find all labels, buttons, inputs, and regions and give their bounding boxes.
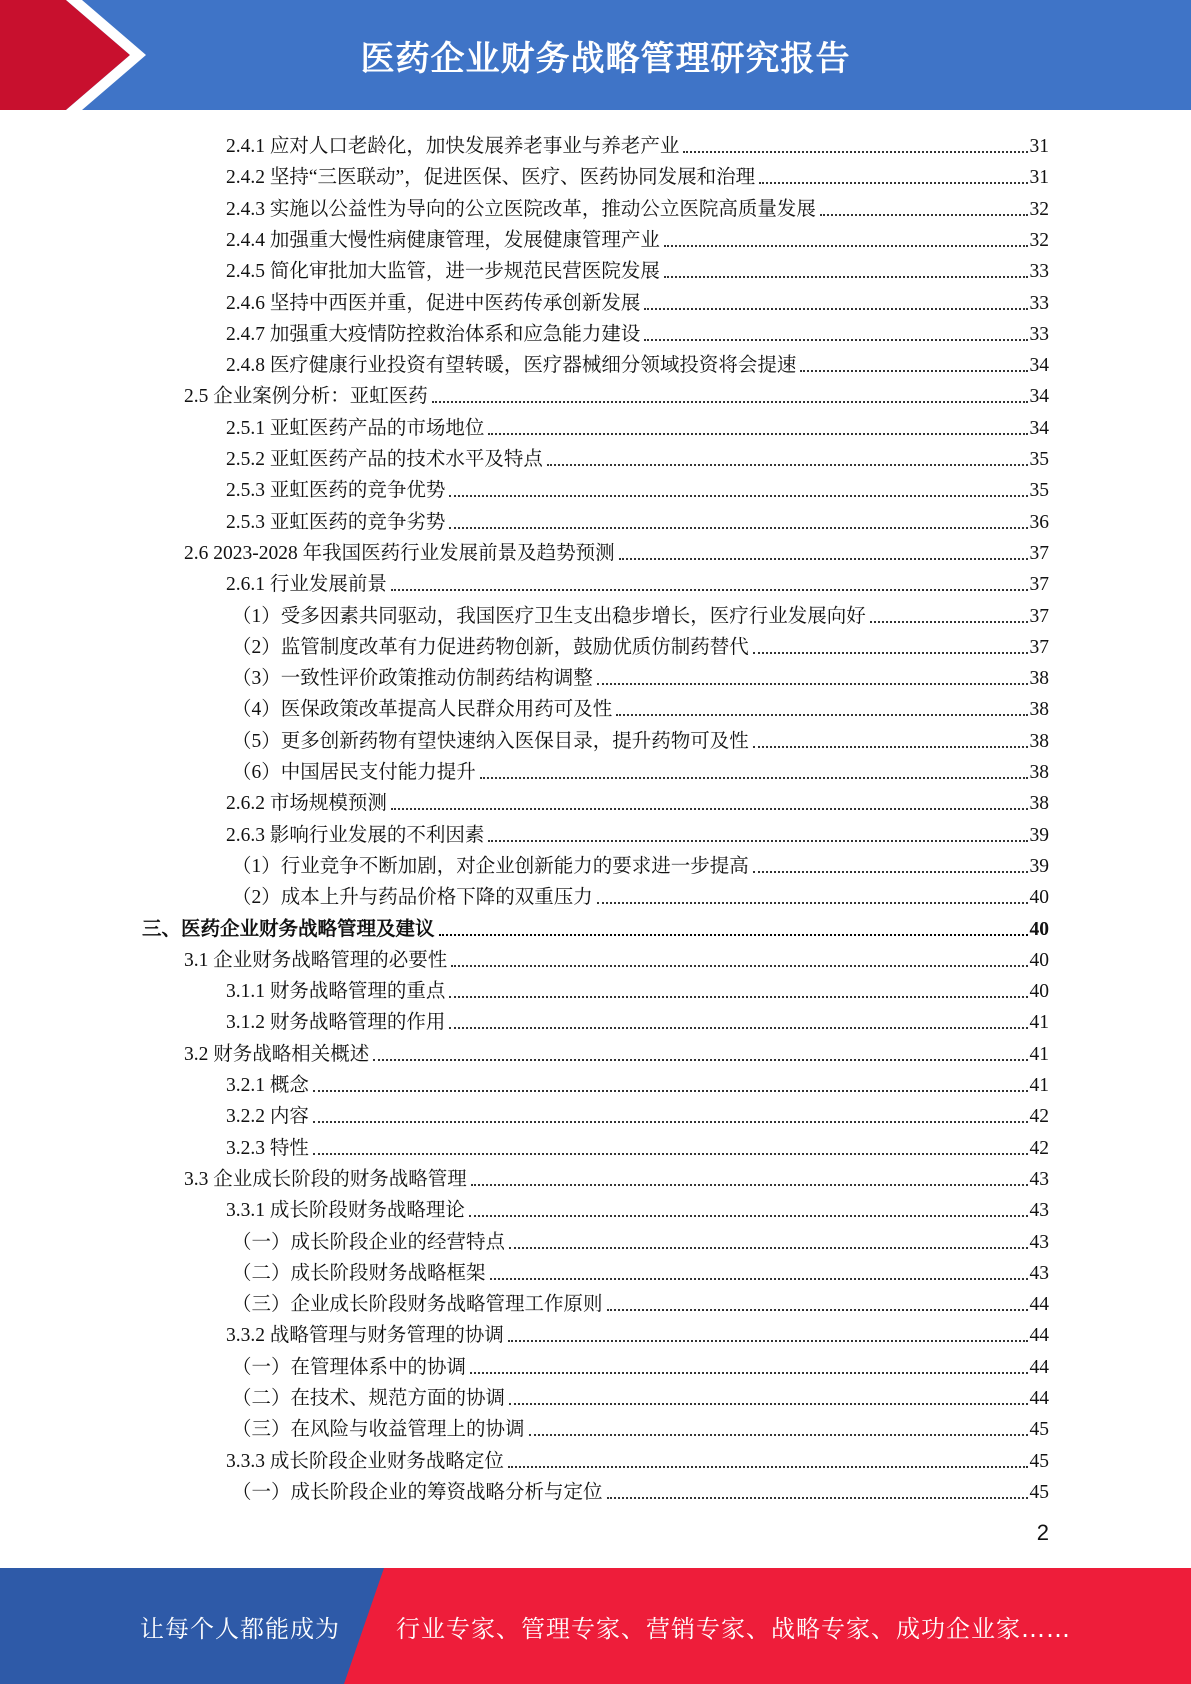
toc-entry[interactable]	[0, 1130, 1191, 1161]
toc-leader-dots	[391, 808, 1028, 810]
toc-leader-dots	[683, 151, 1027, 153]
toc-entry[interactable]	[0, 566, 1191, 597]
toc-entry[interactable]	[0, 159, 1191, 190]
toc-leader-dots	[470, 1372, 1027, 1374]
toc-leader-dots	[753, 871, 1028, 873]
toc-leader-dots	[432, 401, 1028, 403]
toc-entry[interactable]	[0, 1317, 1191, 1348]
footer-slogan-left: 让每个人都能成为	[140, 1614, 340, 1643]
toc-leader-dots	[644, 339, 1027, 341]
toc-entry[interactable]	[0, 1255, 1191, 1286]
toc-entry[interactable]	[0, 942, 1191, 973]
toc-leader-dots	[313, 1090, 1028, 1092]
toc-entry[interactable]	[0, 472, 1191, 503]
toc-leader-dots	[753, 652, 1028, 654]
toc-leader-dots	[449, 527, 1027, 529]
toc-entry[interactable]	[0, 1224, 1191, 1255]
toc-entry-page: 39	[1029, 855, 1049, 877]
toc-entry-page: 35	[1029, 449, 1049, 470]
toc-entry-label: （4）医保政策改革提高人民群众用药可及性	[232, 699, 613, 721]
header-arrow-icon	[0, 0, 160, 110]
toc-entry[interactable]	[0, 504, 1191, 535]
toc-entry-label: （1）行业竞争不断加剧，对企业创新能力的要求进一步提高	[232, 855, 749, 877]
toc-entry[interactable]	[0, 1380, 1191, 1411]
toc-entry-page: 44	[1029, 1388, 1049, 1409]
toc-entry-label: 3.2.2 内容	[226, 1106, 309, 1128]
toc-entry-page: 44	[1029, 1294, 1049, 1316]
toc-entry-page: 40	[1029, 981, 1049, 1003]
toc-entry-label: 2.5.3 亚虹医药的竞争优势	[226, 480, 446, 502]
toc-entry[interactable]	[0, 1036, 1191, 1067]
toc-entry-label: 2.5.1 亚虹医药产品的市场地位	[226, 417, 485, 439]
toc-entry-label: 3.1.1 财务战略管理的重点	[226, 981, 446, 1003]
toc-entry-page: 37	[1029, 636, 1049, 658]
toc-leader-dots	[508, 1340, 1028, 1342]
toc-entry-page: 37	[1029, 574, 1049, 596]
toc-leader-dots	[391, 589, 1028, 591]
toc-entry[interactable]	[0, 441, 1191, 472]
toc-entry-label: 2.4.6 坚持中西医并重，促进中医药传承创新发展	[226, 292, 641, 314]
toc-entry-label: 2.5.2 亚虹医药产品的技术水平及特点	[226, 449, 543, 470]
toc-leader-dots	[471, 1184, 1028, 1186]
toc-entry[interactable]	[0, 128, 1191, 159]
toc-entry[interactable]	[0, 1098, 1191, 1129]
toc-leader-dots	[547, 464, 1028, 466]
toc-entry-label: 2.4.7 加强重大疫情防控救治体系和应急能力建设	[226, 323, 641, 345]
toc-entry-page: 33	[1029, 261, 1049, 283]
toc-entry-page: 38	[1029, 668, 1049, 690]
toc-entry-label: （一）成长阶段企业的筹资战略分析与定位	[232, 1481, 603, 1503]
toc-entry-label: （二）在技术、规范方面的协调	[232, 1388, 506, 1409]
toc-entry[interactable]	[0, 629, 1191, 660]
toc-entry-label: （二）成长阶段财务战略框架	[232, 1262, 486, 1284]
toc-leader-dots	[449, 996, 1027, 998]
toc-entry-page: 34	[1029, 386, 1049, 408]
toc-entry-page: 43	[1029, 1168, 1049, 1190]
toc-leader-dots	[800, 370, 1027, 372]
toc-entry-label: （2）成本上升与药品价格下降的双重压力	[232, 887, 593, 909]
toc-entry-page: 33	[1029, 292, 1049, 314]
toc-entry-label: 2.4.8 医疗健康行业投资有望转暖，医疗器械细分领域投资将会提速	[226, 355, 797, 377]
toc-leader-dots	[644, 308, 1027, 310]
toc-entry[interactable]	[0, 879, 1191, 910]
toc-entry[interactable]	[0, 723, 1191, 754]
toc-entry-page: 40	[1029, 949, 1049, 971]
toc-entry-label: 2.6.2 市场规模预测	[226, 793, 387, 815]
toc-entry-page: 40	[1029, 887, 1049, 909]
toc-entry[interactable]	[0, 911, 1191, 942]
toc-leader-dots	[607, 1309, 1028, 1311]
toc-entry-page: 31	[1029, 167, 1049, 189]
toc-entry[interactable]	[0, 660, 1191, 691]
page-number: 2	[1036, 1520, 1049, 1545]
toc-leader-dots	[313, 1153, 1028, 1155]
toc-entry[interactable]	[0, 973, 1191, 1004]
toc-entry-label: 2.4.2 坚持“三医联动”，促进医保、医疗、医药协同发展和治理	[226, 167, 756, 189]
toc-entry-page: 36	[1029, 511, 1049, 533]
toc-entry-label: 2.5 企业案例分析：亚虹医药	[184, 386, 428, 408]
footer-band	[0, 1568, 1191, 1684]
toc-entry[interactable]	[0, 378, 1191, 409]
toc-entry-page: 32	[1029, 198, 1049, 220]
toc-leader-dots	[488, 433, 1027, 435]
toc-leader-dots	[509, 1403, 1027, 1405]
toc-entry-page: 34	[1029, 417, 1049, 439]
toc-leader-dots	[753, 746, 1028, 748]
report-title: 医药企业财务战略管理研究报告	[360, 38, 851, 79]
toc-entry-page: 38	[1029, 793, 1049, 815]
toc-entry-label: 2.4.1 应对人口老龄化，加快发展养老事业与养老产业	[226, 136, 680, 157]
toc-entry[interactable]	[0, 1286, 1191, 1317]
toc-entry-label: 3.3.3 成长阶段企业财务战略定位	[226, 1450, 504, 1472]
toc-leader-dots	[313, 1121, 1028, 1123]
toc-entry-page: 45	[1029, 1481, 1049, 1503]
toc-leader-dots	[439, 934, 1028, 936]
toc-entry-label: （一）在管理体系中的协调	[232, 1356, 467, 1378]
toc-entry-page: 31	[1029, 136, 1049, 157]
toc-entry-label: 2.6.1 行业发展前景	[226, 574, 387, 596]
toc-leader-dots	[469, 1215, 1028, 1217]
toc-leader-dots	[597, 683, 1028, 685]
toc-entry-label: （一）成长阶段企业的经营特点	[232, 1231, 506, 1253]
toc-entry[interactable]	[0, 222, 1191, 253]
toc-leader-dots	[597, 902, 1028, 904]
toc-entry-page: 39	[1029, 824, 1049, 846]
toc-entry-page: 43	[1029, 1262, 1049, 1284]
toc-entry-page: 44	[1029, 1325, 1049, 1347]
toc-entry-page: 38	[1029, 699, 1049, 721]
toc-entry-page: 43	[1029, 1231, 1049, 1253]
toc-entry-label: 2.5.3 亚虹医药的竞争劣势	[226, 511, 446, 533]
toc-entry-label: （1）受多因素共同驱动，我国医疗卫生支出稳步增长，医疗行业发展向好	[232, 605, 866, 627]
toc-entry[interactable]	[0, 1411, 1191, 1442]
toc-entry[interactable]	[0, 316, 1191, 347]
toc-leader-dots	[508, 1466, 1028, 1468]
toc-entry-page: 44	[1029, 1356, 1049, 1378]
toc-entry-label: （5）更多创新药物有望快速纳入医保目录，提升药物可及性	[232, 730, 749, 752]
toc-entry-page: 40	[1029, 918, 1049, 940]
toc-entry-page: 37	[1029, 605, 1049, 627]
footer-slogan-right: 行业专家、管理专家、营销专家、战略专家、成功企业家……	[396, 1614, 1071, 1643]
toc-entry[interactable]	[0, 691, 1191, 722]
toc-entry-page: 32	[1029, 229, 1049, 251]
toc-entry-label: 3.3 企业成长阶段的财务战略管理	[184, 1168, 467, 1190]
toc-entry-page: 38	[1029, 762, 1049, 783]
toc-entry[interactable]	[0, 1474, 1191, 1505]
toc-entry-page: 38	[1029, 730, 1049, 752]
toc-entry-page: 42	[1029, 1137, 1049, 1159]
toc-leader-dots	[607, 1497, 1028, 1499]
toc-entry[interactable]	[0, 1349, 1191, 1380]
toc-entry[interactable]	[0, 535, 1191, 566]
toc-leader-dots	[820, 214, 1028, 216]
toc-entry-label: 3.2.3 特性	[226, 1137, 309, 1159]
toc-entry[interactable]	[0, 1004, 1191, 1035]
toc-entry-label: 2.4.3 实施以公益性为导向的公立医院改革，推动公立医院高质量发展	[226, 198, 816, 220]
toc-leader-dots	[451, 965, 1027, 967]
toc-entry-label: （三）在风险与收益管理上的协调	[232, 1419, 525, 1441]
toc-entry-label: 3.2 财务战略相关概述	[184, 1043, 370, 1065]
toc-entry[interactable]	[0, 191, 1191, 222]
toc-entry-label: （2）监管制度改革有力促进药物创新，鼓励优质仿制药替代	[232, 636, 749, 658]
toc-entry-page: 45	[1029, 1450, 1049, 1472]
toc-leader-dots	[449, 495, 1027, 497]
toc-entry-label: 3.1 企业财务战略管理的必要性	[184, 949, 448, 971]
toc-leader-dots	[488, 840, 1027, 842]
toc-entry-label: 3.2.1 概念	[226, 1075, 309, 1096]
toc-leader-dots	[616, 714, 1027, 716]
toc-entry-label: 2.4.4 加强重大慢性病健康管理，发展健康管理产业	[226, 229, 660, 251]
toc-entry-label: 2.6.3 影响行业发展的不利因素	[226, 824, 485, 846]
toc-leader-dots	[509, 1247, 1027, 1249]
header-band	[0, 0, 1191, 110]
toc-entry-label: （3）一致性评价政策推动仿制药结构调整	[232, 668, 593, 690]
toc-entry-label: 2.4.5 简化审批加大监管，进一步规范民营医院发展	[226, 261, 660, 283]
toc-entry-label: 3.3.1 成长阶段财务战略理论	[226, 1200, 465, 1222]
toc-entry[interactable]	[0, 1067, 1191, 1098]
toc-entry[interactable]	[0, 754, 1191, 785]
toc-leader-dots	[619, 558, 1028, 560]
toc-entry-page: 35	[1029, 480, 1049, 502]
toc-leader-dots	[480, 777, 1028, 779]
toc-entry-label: 2.6 2023-2028 年我国医药行业发展前景及趋势预测	[184, 542, 615, 564]
toc-entry-label: （三）企业成长阶段财务战略管理工作原则	[232, 1294, 603, 1316]
toc-entry[interactable]	[0, 785, 1191, 816]
toc-entry[interactable]	[0, 410, 1191, 441]
toc-entry-page: 41	[1029, 1075, 1049, 1096]
toc-entry[interactable]	[0, 1443, 1191, 1474]
toc-entry[interactable]	[0, 1192, 1191, 1223]
toc-entry[interactable]	[0, 285, 1191, 316]
toc-entry-page: 41	[1029, 1043, 1049, 1065]
toc-entry-label: 三、医药企业财务战略管理及建议	[142, 918, 435, 940]
toc-entry-page: 45	[1029, 1419, 1049, 1441]
toc-entry-page: 43	[1029, 1200, 1049, 1222]
toc-entry-label: （6）中国居民支付能力提升	[232, 762, 476, 783]
toc-entry[interactable]	[0, 253, 1191, 284]
toc-entry-page: 42	[1029, 1106, 1049, 1128]
toc-entry-page: 34	[1029, 355, 1049, 377]
toc-entry[interactable]	[0, 1161, 1191, 1192]
toc-leader-dots	[490, 1278, 1028, 1280]
toc-leader-dots	[529, 1434, 1028, 1436]
toc-entry[interactable]	[0, 817, 1191, 848]
toc-entry-page: 33	[1029, 323, 1049, 345]
toc-entry-label: 3.3.2 战略管理与财务管理的协调	[226, 1325, 504, 1347]
toc-leader-dots	[664, 276, 1028, 278]
toc-leader-dots	[373, 1059, 1027, 1061]
toc-entry-label: 3.1.2 财务战略管理的作用	[226, 1012, 446, 1034]
toc-entry[interactable]	[0, 347, 1191, 378]
toc-leader-dots	[664, 245, 1028, 247]
toc-entry[interactable]	[0, 598, 1191, 629]
toc-leader-dots	[870, 621, 1028, 623]
toc-entry[interactable]	[0, 848, 1191, 879]
toc-leader-dots	[759, 182, 1027, 184]
toc-entry-page: 41	[1029, 1012, 1049, 1034]
toc-leader-dots	[449, 1027, 1027, 1029]
toc-entry-page: 37	[1029, 542, 1049, 564]
